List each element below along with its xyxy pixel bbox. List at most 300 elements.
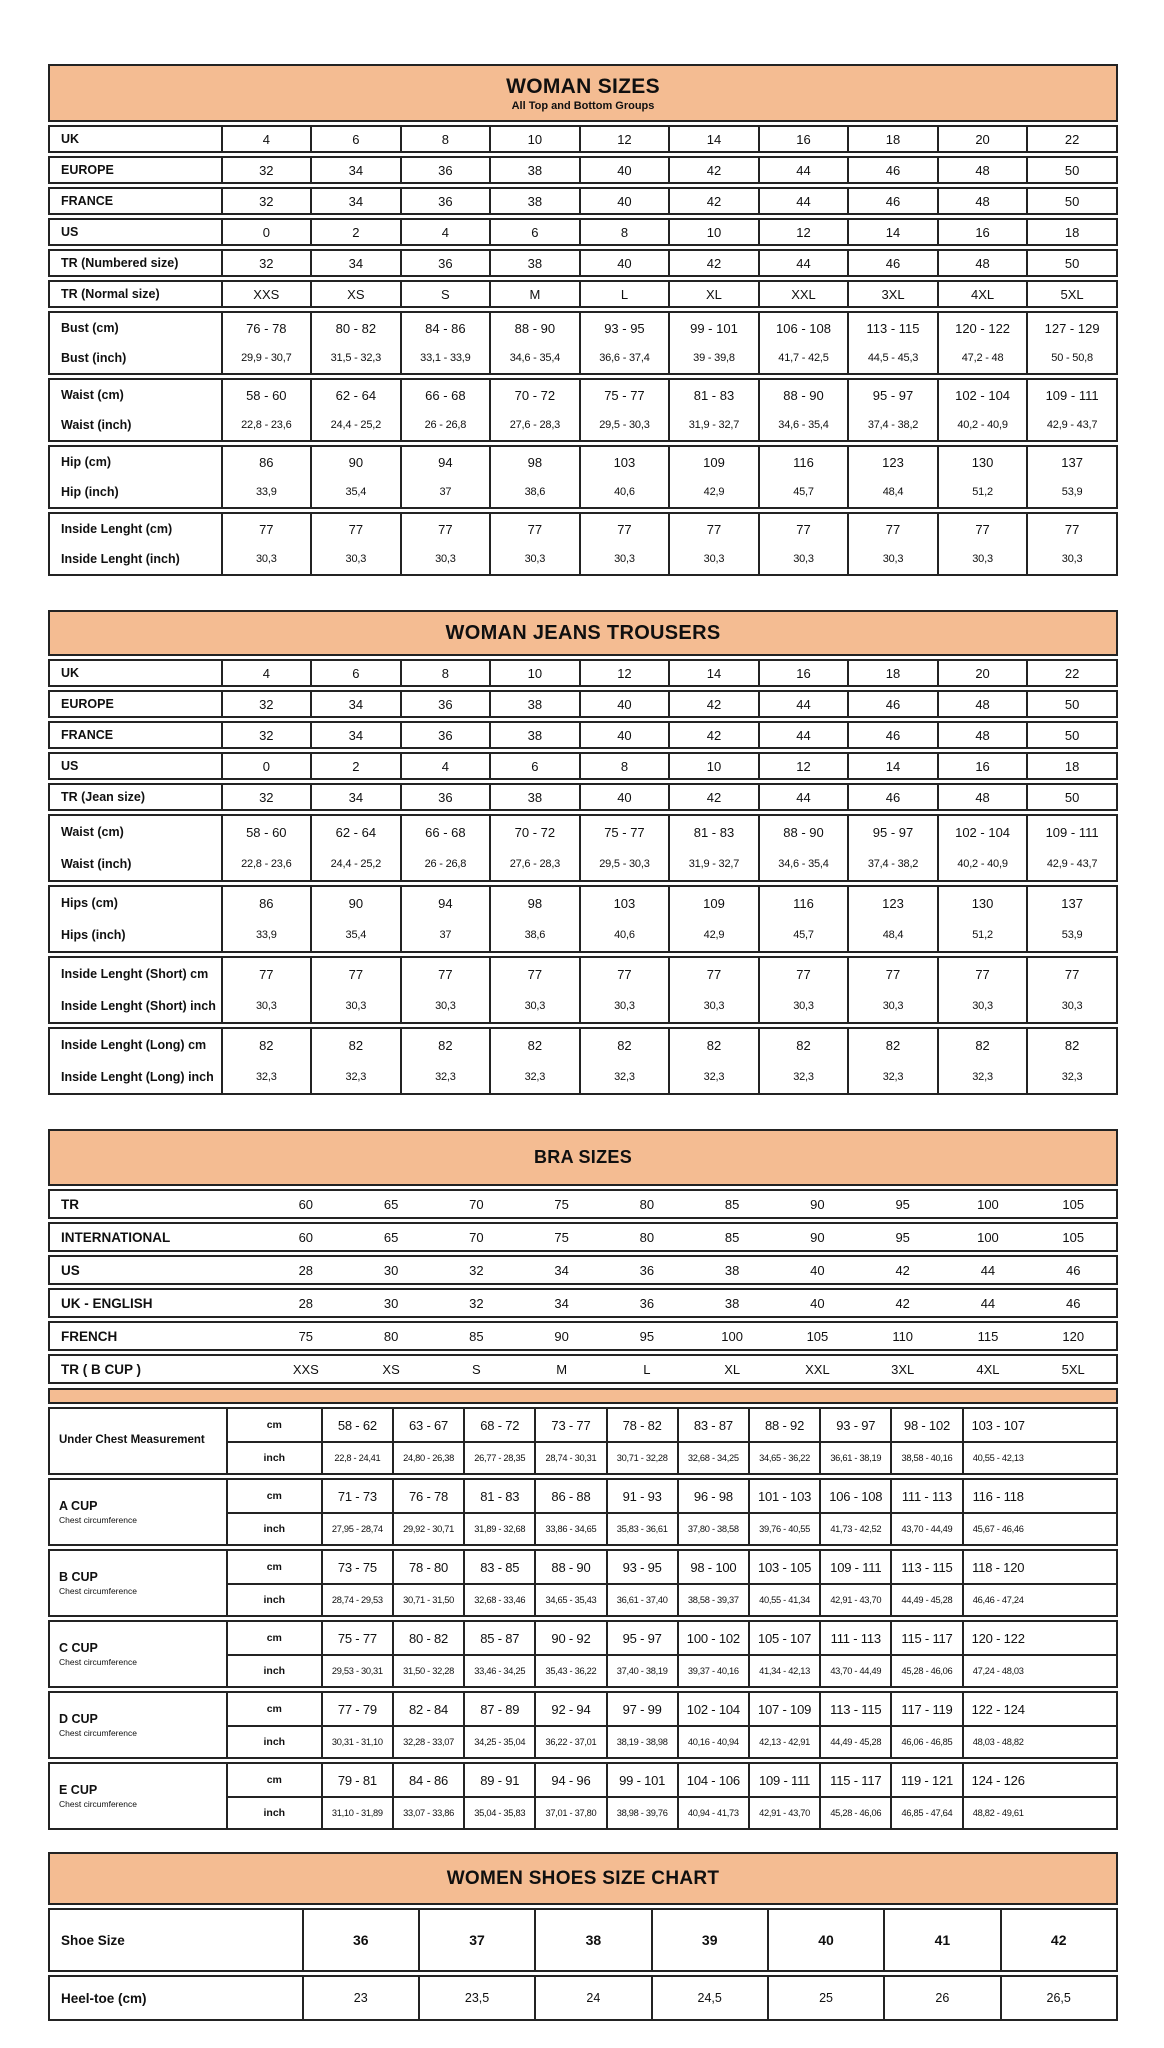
size-cell: 82 — [668, 1029, 758, 1061]
cup-row — [226, 1796, 1116, 1828]
size-cell: 111 - 113 — [819, 1622, 890, 1654]
size-cell: 34 — [310, 251, 400, 275]
shoes-rows — [48, 1908, 1118, 2021]
shoes-header — [48, 1852, 1118, 1905]
size-cell: 86 — [221, 887, 311, 919]
size-cell: 4 — [221, 127, 311, 151]
bra-size-row — [48, 1354, 1118, 1384]
size-cell: 38 — [489, 723, 579, 747]
size-row — [50, 380, 1116, 410]
size-cell: 103 - 107 — [962, 1409, 1033, 1441]
size-cell: 30,3 — [221, 990, 311, 1022]
size-cell: 100 — [721, 1328, 743, 1344]
size-cell: 36 — [639, 1295, 655, 1311]
woman-jeans-table — [48, 610, 1118, 1095]
size-cell: 37 — [400, 477, 490, 507]
size-cell: 34,65 - 36,22 — [748, 1443, 819, 1473]
size-cell: 30,3 — [400, 990, 490, 1022]
size-cell: 14 — [668, 661, 758, 685]
size-cell: 40,2 - 40,9 — [937, 848, 1027, 880]
size-cell: 45,28 - 46,06 — [819, 1798, 890, 1828]
size-cell: 33,07 - 33,86 — [392, 1798, 463, 1828]
size-cell: 32,3 — [668, 1061, 758, 1093]
size-cell: 31,5 - 32,3 — [310, 343, 400, 373]
size-cell: 48,82 - 49,61 — [962, 1798, 1033, 1828]
bra-sizes-table — [48, 1129, 1118, 1830]
size-cell: 34 — [310, 158, 400, 182]
size-cell: 40 — [579, 158, 669, 182]
size-row — [48, 721, 1118, 749]
cup-group — [48, 1549, 1118, 1617]
size-cell: 24,4 - 25,2 — [310, 848, 400, 880]
size-cell: 77 — [579, 958, 669, 990]
size-cell: 4XL — [976, 1361, 1000, 1377]
size-cell: 109 - 111 — [1026, 816, 1116, 848]
row-label: Bust (inch) — [61, 351, 127, 365]
cup-name: Under Chest Measurement — [59, 1434, 205, 1447]
size-cell: 47,24 - 48,03 — [962, 1656, 1033, 1686]
size-cell: 116 — [758, 887, 848, 919]
size-cell: 85 — [724, 1196, 740, 1212]
section-spacer — [48, 1830, 1118, 1852]
size-cell: 32 — [221, 251, 311, 275]
size-cell: 120 - 122 — [937, 313, 1027, 343]
size-row — [48, 187, 1118, 215]
size-cell: 26 - 26,8 — [400, 410, 490, 440]
bra-cup-groups — [48, 1407, 1118, 1830]
size-cell: 77 — [400, 514, 490, 544]
size-row — [50, 343, 1116, 373]
size-cell: 31,10 - 31,89 — [321, 1798, 392, 1828]
size-cell: 42 — [668, 723, 758, 747]
size-cell: 34 — [310, 723, 400, 747]
cup-values — [226, 1480, 1116, 1544]
size-cell: 77 - 79 — [321, 1693, 392, 1725]
row-label: US — [61, 759, 79, 773]
size-cell: 6 — [489, 220, 579, 244]
size-cell: 42 — [668, 692, 758, 716]
size-cell: XS — [310, 282, 400, 306]
size-cell: 45,28 - 46,06 — [890, 1656, 961, 1686]
size-cell: 10 — [668, 220, 758, 244]
size-cell: 23 — [302, 1977, 418, 2019]
cup-label — [50, 1551, 226, 1615]
size-cell: 36 — [400, 785, 490, 809]
size-cell: 77 — [937, 958, 1027, 990]
size-cell: 88 - 90 — [534, 1551, 605, 1583]
size-cell: 77 — [579, 514, 669, 544]
size-cell: 34,25 - 35,04 — [463, 1727, 534, 1757]
size-cell: 82 — [937, 1029, 1027, 1061]
size-cell: 87 - 89 — [463, 1693, 534, 1725]
size-cell: 30,3 — [579, 544, 669, 574]
size-cell: 89 - 91 — [463, 1764, 534, 1796]
size-cell: 94 — [400, 887, 490, 919]
size-cell: 40 — [579, 723, 669, 747]
size-cell: 120 — [1062, 1328, 1085, 1344]
size-row-group — [48, 512, 1118, 576]
size-cell: 98 - 102 — [890, 1409, 961, 1441]
size-cell: 101 - 103 — [748, 1480, 819, 1512]
size-cell: 35,04 - 35,83 — [463, 1798, 534, 1828]
row-label: FRANCE — [61, 194, 114, 208]
size-cell: 29,9 - 30,7 — [221, 343, 311, 373]
size-cell: 44 — [758, 785, 848, 809]
unit-cell: inch — [226, 1656, 321, 1686]
size-cell: 10 — [668, 754, 758, 778]
table-subtitle: All Top and Bottom Groups — [511, 99, 655, 112]
size-cell: 95 - 97 — [606, 1622, 677, 1654]
size-row — [48, 125, 1118, 153]
size-cell: 77 — [937, 514, 1027, 544]
size-cell: 88 - 90 — [758, 816, 848, 848]
size-cell: 95 — [639, 1328, 655, 1344]
size-cell: 40,2 - 40,9 — [937, 410, 1027, 440]
size-cell: 42 — [895, 1262, 910, 1278]
size-cell: 105 - 107 — [748, 1622, 819, 1654]
bra-size-row — [48, 1222, 1118, 1252]
size-row — [50, 816, 1116, 848]
size-cell: 30,3 — [579, 990, 669, 1022]
size-cell: XXS — [221, 282, 311, 306]
size-cell: 70 — [469, 1196, 484, 1212]
size-row-group — [48, 814, 1118, 882]
size-cell: 77 — [310, 958, 400, 990]
size-cell: 42 — [668, 785, 758, 809]
size-cell: 29,53 - 30,31 — [321, 1656, 392, 1686]
size-cell: 137 — [1026, 447, 1116, 477]
size-cell: 94 - 96 — [534, 1764, 605, 1796]
size-cell: 22,8 - 23,6 — [221, 410, 311, 440]
size-cell: 70 — [469, 1229, 484, 1245]
size-cell: 90 — [310, 447, 400, 477]
row-label: Bust (cm) — [61, 321, 119, 335]
size-cell: 115 - 117 — [890, 1622, 961, 1654]
size-cell: 5XL — [1026, 282, 1116, 306]
size-cell: 118 - 120 — [962, 1551, 1033, 1583]
size-cell: 27,6 - 28,3 — [489, 410, 579, 440]
size-cell: 51,2 — [937, 919, 1027, 951]
cup-label — [50, 1764, 226, 1828]
size-cell: 48 — [937, 692, 1027, 716]
size-cell: 82 — [579, 1029, 669, 1061]
row-label: Hip (cm) — [61, 455, 111, 469]
size-cell: 60 — [298, 1196, 314, 1212]
size-cell: 113 - 115 — [847, 313, 937, 343]
size-cell: 46 — [847, 723, 937, 747]
row-label: Inside Lenght (Short) cm — [61, 967, 209, 981]
size-cell: 8 — [579, 220, 669, 244]
size-cell: 16 — [937, 754, 1027, 778]
size-cell: 46 — [847, 251, 937, 275]
size-cell: 31,9 - 32,7 — [668, 410, 758, 440]
size-cell: 82 — [489, 1029, 579, 1061]
size-cell: 77 — [1026, 958, 1116, 990]
size-cell: 30,71 - 31,50 — [392, 1585, 463, 1615]
size-cell: 75 - 77 — [321, 1622, 392, 1654]
size-cell: 41,34 - 42,13 — [748, 1656, 819, 1686]
size-cell: 18 — [1026, 754, 1116, 778]
size-cell: 106 - 108 — [758, 313, 848, 343]
size-cell: 35,43 - 36,22 — [534, 1656, 605, 1686]
size-cell: 30,3 — [1026, 544, 1116, 574]
size-cell: 58 - 60 — [221, 816, 311, 848]
size-cell: 10 — [489, 661, 579, 685]
size-cell: 38 — [489, 158, 579, 182]
size-cell: 41,7 - 42,5 — [758, 343, 848, 373]
size-cell: 30,71 - 32,28 — [606, 1443, 677, 1473]
cup-subtitle: Chest circumference — [59, 1656, 137, 1667]
size-cell: 46,85 - 47,64 — [890, 1798, 961, 1828]
table-title: WOMAN SIZES — [506, 74, 660, 98]
row-label: US — [61, 225, 79, 239]
size-row — [50, 848, 1116, 880]
size-cell: 22 — [1026, 661, 1116, 685]
size-cell: 25 — [767, 1977, 883, 2019]
size-cell: 70 - 72 — [489, 816, 579, 848]
size-cell: 80 - 82 — [310, 313, 400, 343]
size-cell: 82 — [400, 1029, 490, 1061]
size-cell: 29,5 - 30,3 — [579, 410, 669, 440]
size-cell: 34,6 - 35,4 — [489, 343, 579, 373]
size-cell: 44 — [758, 251, 848, 275]
size-cell: 30,3 — [937, 990, 1027, 1022]
cup-values — [226, 1693, 1116, 1757]
size-cell: 76 - 78 — [392, 1480, 463, 1512]
size-cell: 98 — [489, 887, 579, 919]
size-cell: 127 - 129 — [1026, 313, 1116, 343]
section-spacer — [48, 1095, 1118, 1129]
size-row-group — [48, 956, 1118, 1024]
size-cell: 27,6 - 28,3 — [489, 848, 579, 880]
size-cell: 32,28 - 33,07 — [392, 1727, 463, 1757]
size-cell: 22,8 - 24,41 — [321, 1443, 392, 1473]
size-cell: 68 - 72 — [463, 1409, 534, 1441]
size-cell: 40,6 — [579, 477, 669, 507]
size-cell: 46 — [1065, 1262, 1081, 1278]
size-cell: 85 — [724, 1229, 740, 1245]
size-cell: 66 - 68 — [400, 380, 490, 410]
cup-name: C CUP — [59, 1641, 98, 1656]
size-cell: 77 — [489, 514, 579, 544]
size-cell: 66 - 68 — [400, 816, 490, 848]
size-cell: 12 — [758, 220, 848, 244]
size-cell: 46,46 - 47,24 — [962, 1585, 1033, 1615]
size-cell: 31,9 - 32,7 — [668, 848, 758, 880]
row-label: TR (Jean size) — [61, 790, 146, 804]
size-cell: 104 - 106 — [677, 1764, 748, 1796]
size-cell: 38,6 — [489, 477, 579, 507]
size-cell: 51,2 — [937, 477, 1027, 507]
size-cell: 75 — [554, 1229, 569, 1245]
size-cell: 44 — [758, 692, 848, 716]
unit-cell: cm — [226, 1764, 321, 1796]
size-cell: 106 - 108 — [819, 1480, 890, 1512]
row-label: Hips (inch) — [61, 928, 126, 942]
size-cell: 44,5 - 45,3 — [847, 343, 937, 373]
size-cell: 130 — [937, 887, 1027, 919]
size-cell: 33,1 - 33,9 — [400, 343, 490, 373]
row-label: UK — [61, 666, 80, 680]
size-cell: L — [579, 282, 669, 306]
size-cell: 34,6 - 35,4 — [758, 410, 848, 440]
size-cell: 123 — [847, 447, 937, 477]
size-row — [50, 919, 1116, 951]
section-spacer — [48, 576, 1118, 610]
size-cell: 85 - 87 — [463, 1622, 534, 1654]
size-cell: 12 — [579, 127, 669, 151]
size-cell: 32,3 — [310, 1061, 400, 1093]
size-row-group — [48, 1027, 1118, 1095]
row-label: FRANCE — [61, 728, 114, 742]
size-cell: 65 — [383, 1229, 399, 1245]
size-cell: 88 - 90 — [489, 313, 579, 343]
cup-row — [226, 1622, 1116, 1654]
size-cell: 103 — [579, 447, 669, 477]
size-cell: 48,4 — [847, 477, 937, 507]
size-cell: 26,77 - 28,35 — [463, 1443, 534, 1473]
size-cell: 38,58 - 39,37 — [677, 1585, 748, 1615]
size-cell: 44 — [980, 1295, 996, 1311]
size-cell: 124 - 126 — [962, 1764, 1033, 1796]
size-cell: 93 - 95 — [606, 1551, 677, 1583]
size-cell: 32,3 — [400, 1061, 490, 1093]
size-cell: 38 — [489, 692, 579, 716]
size-cell: 4 — [221, 661, 311, 685]
row-label: Heel-toe (cm) — [61, 1990, 147, 2006]
size-cell: 38,58 - 40,16 — [890, 1443, 961, 1473]
size-cell: 27,95 - 28,74 — [321, 1514, 392, 1544]
size-row — [50, 447, 1116, 477]
row-label: FRENCH — [61, 1328, 118, 1344]
size-cell: 91 - 93 — [606, 1480, 677, 1512]
size-cell: 82 — [847, 1029, 937, 1061]
size-cell: 40,6 — [579, 919, 669, 951]
cup-subtitle: Chest circumference — [59, 1514, 137, 1525]
size-cell: 76 - 78 — [221, 313, 311, 343]
size-cell: 30,3 — [937, 544, 1027, 574]
unit-cell: cm — [226, 1480, 321, 1512]
size-cell: 40,55 - 41,34 — [748, 1585, 819, 1615]
cup-values — [226, 1551, 1116, 1615]
size-cell: 77 — [847, 958, 937, 990]
size-cell: 109 - 111 — [748, 1764, 819, 1796]
cup-label — [50, 1480, 226, 1544]
size-cell: 99 - 101 — [668, 313, 758, 343]
size-row — [50, 477, 1116, 507]
size-cell: 26,5 — [1000, 1977, 1116, 2019]
row-label: Hips (cm) — [61, 896, 118, 910]
size-cell: 36 — [400, 723, 490, 747]
bra-size-row — [48, 1288, 1118, 1318]
size-cell: 81 - 83 — [463, 1480, 534, 1512]
size-cell: 103 — [579, 887, 669, 919]
cup-values — [226, 1409, 1116, 1473]
cup-values — [226, 1622, 1116, 1686]
size-cell: 42,91 - 43,70 — [748, 1798, 819, 1828]
size-cell: 32,3 — [221, 1061, 311, 1093]
size-row — [48, 218, 1118, 246]
size-cell: 30,3 — [310, 544, 400, 574]
size-cell: 30 — [383, 1295, 399, 1311]
size-cell: 42 — [668, 158, 758, 182]
size-cell: 14 — [668, 127, 758, 151]
woman-jeans-rows — [48, 659, 1118, 1095]
size-cell: XL — [668, 282, 758, 306]
size-cell: 82 - 84 — [392, 1693, 463, 1725]
size-cell: 44 — [758, 189, 848, 213]
size-cell: 6 — [310, 661, 400, 685]
size-cell: 36 — [400, 189, 490, 213]
cup-group — [48, 1762, 1118, 1830]
row-label: Inside Lenght (inch) — [61, 552, 180, 566]
cup-row — [226, 1512, 1116, 1544]
size-cell: 31,89 - 32,68 — [463, 1514, 534, 1544]
size-cell: 46 — [847, 692, 937, 716]
size-cell: 38 — [489, 785, 579, 809]
size-cell: 83 - 85 — [463, 1551, 534, 1583]
size-cell: 38,19 - 38,98 — [606, 1727, 677, 1757]
size-cell: 90 — [810, 1196, 825, 1212]
size-cell: 38 — [489, 251, 579, 275]
size-row — [48, 659, 1118, 687]
size-cell: 32,3 — [937, 1061, 1027, 1093]
size-row — [50, 544, 1116, 574]
size-cell: 99 - 101 — [606, 1764, 677, 1796]
size-row — [50, 1029, 1116, 1061]
size-cell: 60 — [298, 1229, 314, 1245]
size-cell: 80 — [639, 1229, 655, 1245]
bra-sizes-rows — [48, 1189, 1118, 1384]
size-cell: 77 — [221, 958, 311, 990]
size-cell: 32,3 — [579, 1061, 669, 1093]
size-cell: 30,3 — [758, 544, 848, 574]
size-cell: 30,3 — [758, 990, 848, 1022]
size-cell: 102 - 104 — [677, 1693, 748, 1725]
size-cell: 46,06 - 46,85 — [890, 1727, 961, 1757]
size-cell: 34 — [554, 1262, 569, 1278]
size-cell: 77 — [847, 514, 937, 544]
size-cell: 8 — [400, 661, 490, 685]
size-cell: 46 — [847, 785, 937, 809]
size-cell: 30,31 - 31,10 — [321, 1727, 392, 1757]
row-label: Waist (cm) — [61, 388, 124, 402]
size-cell: 30,3 — [847, 544, 937, 574]
size-cell: 35,4 — [310, 477, 400, 507]
cup-label — [50, 1693, 226, 1757]
size-cell: 95 — [895, 1229, 910, 1245]
size-row — [48, 690, 1118, 718]
size-cell: 77 — [668, 514, 758, 544]
size-cell: 44,49 - 45,28 — [890, 1585, 961, 1615]
size-cell: 33,86 - 34,65 — [534, 1514, 605, 1544]
size-cell: 77 — [489, 958, 579, 990]
size-cell: 122 - 124 — [962, 1693, 1033, 1725]
cup-row — [226, 1654, 1116, 1686]
row-label: EUROPE — [61, 697, 114, 711]
size-cell: 30 — [383, 1262, 399, 1278]
unit-cell: cm — [226, 1622, 321, 1654]
size-cell: 44 — [980, 1262, 996, 1278]
size-cell: 4 — [400, 754, 490, 778]
size-cell: 4XL — [937, 282, 1027, 306]
size-cell: 32,3 — [847, 1061, 937, 1093]
size-cell: 42,9 — [668, 477, 758, 507]
size-cell: 96 - 98 — [677, 1480, 748, 1512]
size-cell: 84 - 86 — [392, 1764, 463, 1796]
size-cell: 34,6 - 35,4 — [758, 848, 848, 880]
size-cell: 29,5 - 30,3 — [579, 848, 669, 880]
